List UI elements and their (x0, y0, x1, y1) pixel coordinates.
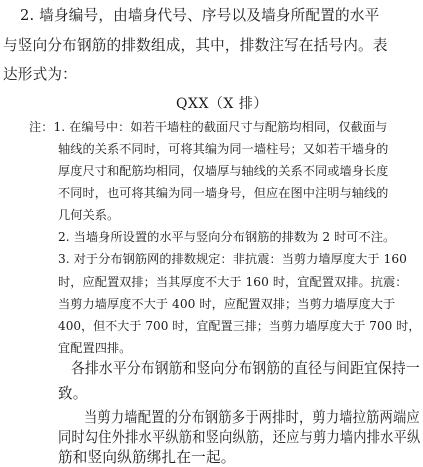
note-line-10: 400，但不大于 700 时，宜配置三排；当剪力墙厚度大于 700 时， (58, 319, 421, 333)
intro-line-3: 达形式为： (3, 66, 77, 83)
note-line-3: 厚度尺寸和配筋均相同，仅墙厚与轴线的关系不同或墙身长度 (58, 164, 389, 178)
note-line-7: 3. 对于分布钢筋网的排数规定：非抗震：当剪力墙厚度大于 160 (58, 252, 407, 266)
note-line-1: 注：1. 在编号中：如若干墙柱的截面尺寸与配筋均相同，仅截面与 (29, 120, 388, 134)
intro-line-1: 2. 墙身编号，由墙身代号、序号以及墙身所配置的水平 (20, 7, 380, 24)
intro-line-2: 与竖向分布钢筋的排数组成，其中，排数注写在括号内。表 (3, 37, 388, 54)
note-line-9: 当剪力墙厚度不大于 400 时，应配置双排；当剪力墙厚度大于 (58, 297, 396, 311)
formula: QXX（X 排） (176, 96, 268, 112)
note-line-4: 不同时，也可将其编为同一墙身号，但应在图中注明与轴线的 (58, 186, 389, 200)
para2-line-2: 致。 (58, 385, 88, 402)
para3-line-3: 筋和竖向纵筋绑扎在一起。 (58, 449, 236, 466)
para2-line-1: 各排水平分布钢筋和竖向分布钢筋的直径与间距宜保持一 (71, 360, 420, 377)
note-line-11: 宜配置四排。 (58, 341, 132, 355)
note-line-6: 2. 当墙身所设置的水平与竖向分布钢筋的排数为 2 时可不注。 (58, 230, 396, 244)
note-line-5: 几何关系。 (58, 208, 120, 222)
note-line-2: 轴线的关系不同时，可将其编为同一墙柱号；又如若干墙身的 (58, 142, 389, 156)
note-line-8: 时，应配置双排；当其厚度不大于 160 时，宜配置双排。抗震： (58, 275, 408, 289)
para3-line-2: 同时勾住外排水平纵筋和竖向纵筋，还应与剪力墙内排水平纵 (58, 429, 421, 446)
para3-line-1: 当剪力墙配置的分布钢筋多于两排时，剪力墙拉筋两端应 (84, 409, 420, 426)
